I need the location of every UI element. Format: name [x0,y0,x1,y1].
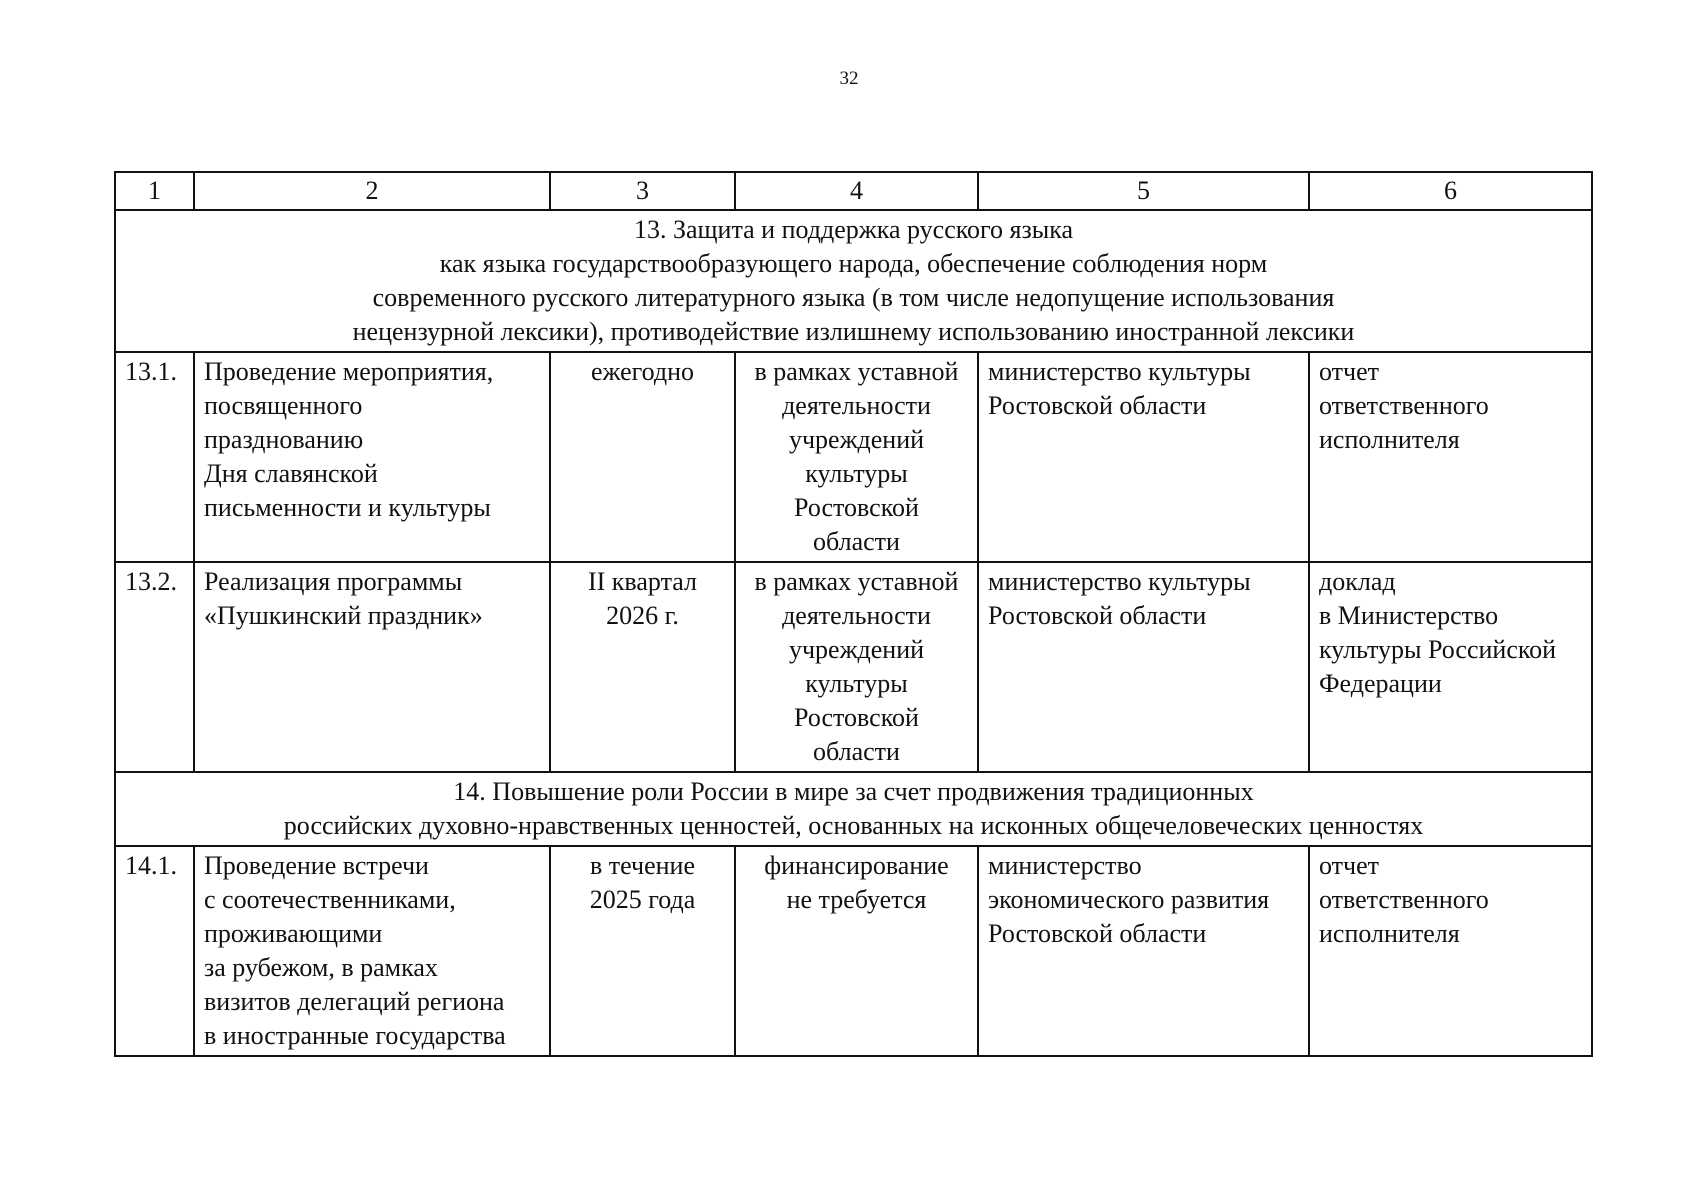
table-row [115,562,1592,772]
executor-line: Ростовской области [988,601,1207,630]
activity-line: с соотечественниками, [204,885,456,914]
funding-line: Ростовской [794,703,919,732]
result-line: отчет [1319,851,1379,880]
section-row [115,772,1592,846]
activity-line: проживающими [204,919,383,948]
section-title-line: как языка государствообразующего народа, обеспечение соблюдения норм [439,249,1268,278]
deadline-cell [550,562,735,772]
header-cell: 1 [115,172,194,210]
activity-line: письменности и культуры [204,493,491,522]
row-number-cell: 13.2. [115,562,194,772]
deadline-line: в течение [589,851,695,880]
result-line: Федерации [1319,669,1442,698]
activity-line: посвященного [204,391,363,420]
funding-line: учреждений [788,425,925,454]
result-cell [1309,562,1592,772]
deadline-cell [550,846,735,1056]
section-title-line: 13. Защита и поддержка русского языка [633,215,1074,244]
activity-line: «Пушкинский праздник» [204,601,483,630]
funding-line: культуры [805,669,908,698]
funding-line: деятельности [782,601,931,630]
activity-cell [194,352,550,562]
activity-cell [194,846,550,1056]
funding-line: не требуется [786,885,927,914]
executor-cell [978,846,1309,1056]
executor-cell [978,562,1309,772]
funding-line: в рамках уставной [754,567,959,596]
section-title [115,772,1592,846]
funding-line: области [813,737,900,766]
funding-line: области [813,527,900,556]
executor-line: министерство культуры [988,357,1251,386]
header-cell: 4 [735,172,978,210]
funding-line: Ростовской [794,493,919,522]
activity-line: визитов делегаций региона [204,987,505,1016]
deadline-line: II квартал [587,567,697,596]
activity-line: Проведение мероприятия, [204,357,494,386]
table-header-row [115,172,1592,210]
executor-line: министерство [988,851,1142,880]
activity-line: за рубежом, в рамках [204,953,438,982]
header-cell: 6 [1309,172,1592,210]
result-line: ответственного [1319,391,1489,420]
result-line: ответственного [1319,885,1489,914]
funding-line: деятельности [782,391,931,420]
page-number: 32 [839,68,859,89]
result-line: исполнителя [1319,425,1460,454]
activity-line: Реализация программы [204,567,463,596]
activity-line: празднованию [204,425,364,454]
activity-line: Проведение встречи [204,851,429,880]
funding-line: культуры [805,459,908,488]
deadline-line: 2025 года [589,885,696,914]
executor-line: Ростовской области [988,919,1207,948]
funding-line: учреждений [788,635,925,664]
table-row [115,846,1592,1056]
header-cell: 5 [978,172,1309,210]
section-row [115,210,1592,352]
section-title-line: 14. Повышение роли России в мире за счет продвижения традиционных [453,777,1254,806]
activity-cell [194,562,550,772]
row-number-cell: 13.1. [115,352,194,562]
deadline-line: ежегодно [590,357,695,386]
result-cell [1309,846,1592,1056]
section-title-line: нецензурной лексики), противодействие излишнему использованию иностранной лексики [352,317,1355,346]
funding-cell [735,562,978,772]
section-title [115,210,1592,352]
result-line: исполнителя [1319,919,1460,948]
funding-line: в рамках уставной [754,357,959,386]
result-line: в Министерство [1319,601,1499,630]
activity-line: в иностранные государства [204,1021,506,1050]
section-title-line: российских духовно-нравственных ценностей, основанных на исконных общечеловеческих ценностях [283,811,1424,840]
header-cell: 3 [550,172,735,210]
section-title-line: современного русского литературного языка (в том числе недопущение использования [372,283,1335,312]
funding-line: финансирование [764,851,949,880]
result-cell [1309,352,1592,562]
deadline-cell [550,352,735,562]
result-line: доклад [1319,567,1396,596]
funding-cell [735,846,978,1056]
executor-line: министерство культуры [988,567,1251,596]
executor-line: экономического развития [988,885,1270,914]
plan-table [114,171,1593,1057]
header-cell: 2 [194,172,550,210]
result-line: отчет [1319,357,1379,386]
funding-cell [735,352,978,562]
deadline-line: 2026 г. [606,601,679,630]
row-number-cell: 14.1. [115,846,194,1056]
activity-line: Дня славянской [204,459,378,488]
executor-line: Ростовской области [988,391,1207,420]
table-row [115,352,1592,562]
result-line: культуры Российской [1319,635,1557,664]
executor-cell [978,352,1309,562]
